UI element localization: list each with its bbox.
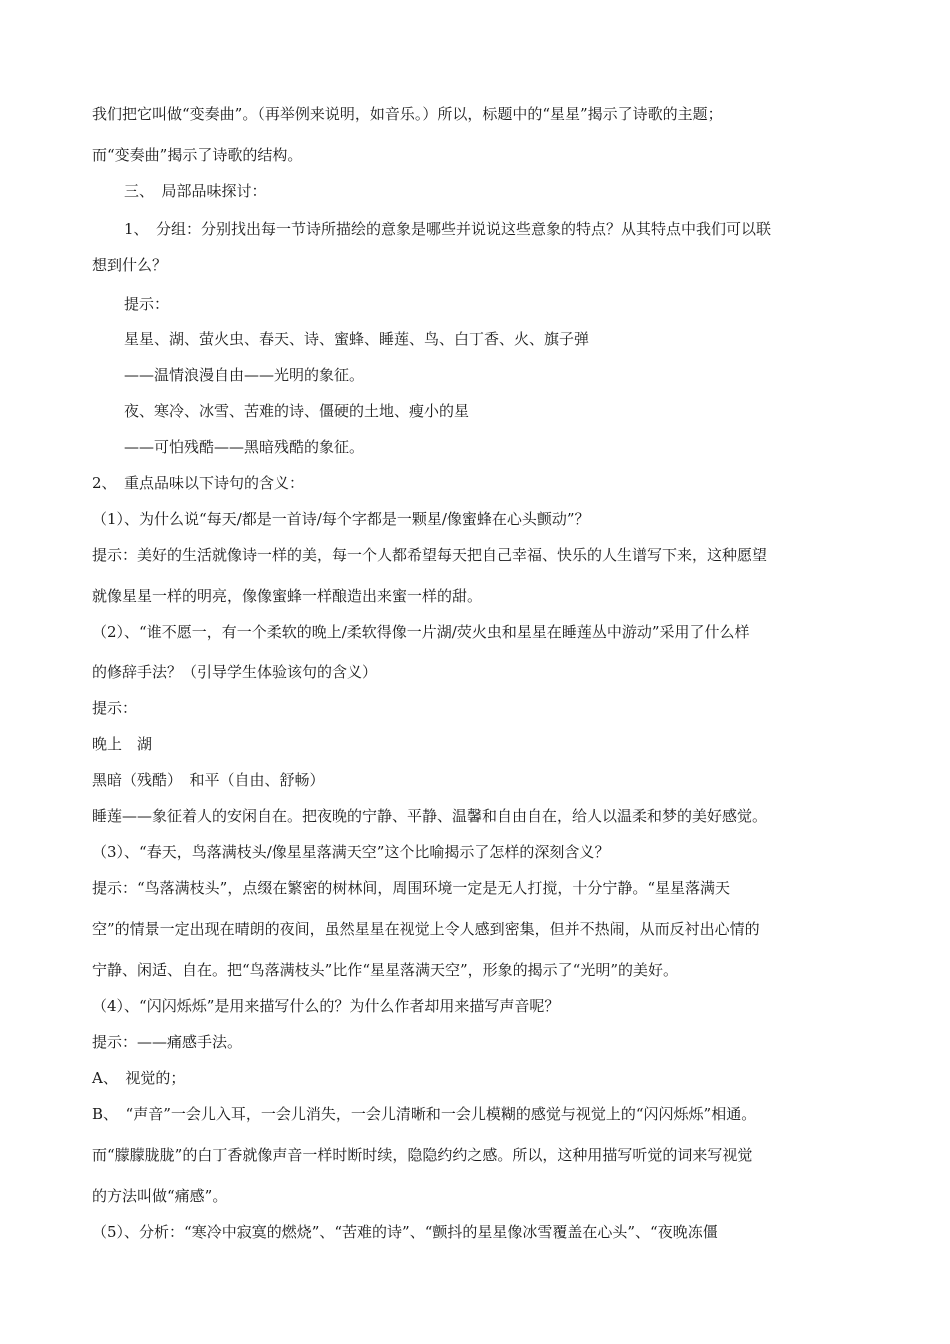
text-line-15: （2）、“谁不愿一，有一个柔软的晚上/柔软得像一片湖/荧火虫和星星在睡莲丛中游动”采用了什么样: [92, 623, 750, 641]
text-line-9: 夜、寒冷、冰雪、苦难的诗、僵硬的土地、瘦小的星: [124, 402, 470, 420]
text-line-25: （4）、“闪闪烁烁”是用来描写什么的？为什么作者却用来描写声音呢？: [92, 997, 560, 1015]
text-line-5: 想到什么？: [92, 256, 168, 274]
text-line-8: ——温情浪漫自由——光明的象征。: [124, 366, 365, 384]
text-line-2: 而“变奏曲”揭示了诗歌的结构。: [92, 146, 303, 164]
text-line-1: 我们把它叫做“变奏曲”。（再举例来说明，如音乐。）所以，标题中的“星星”揭示了诗歌的主题；: [92, 105, 723, 123]
text-line-16: 的修辞手法？（引导学生体验该句的含义）: [92, 663, 378, 681]
text-line-26: 提示：——痛感手法。: [92, 1033, 243, 1051]
text-line-12: （1）、为什么说“每天/都是一首诗/每个字都是一颗星/像蜜蜂在心头颤动”？: [92, 510, 590, 528]
text-line-10: ——可怕残酷——黑暗残酷的象征。: [124, 438, 365, 456]
section-heading-3: 三、 局部品味探讨：: [124, 182, 267, 200]
text-line-22: 提示：“鸟落满枝头”，点缀在繁密的树林间，周围环境一定是无人打搅，十分宁静。“星星落满天: [92, 879, 731, 897]
text-line-24: 宁静、闲适、自在。把“鸟落满枝头”比作“星星落满天空”，形象的揭示了“光明”的美好。: [92, 961, 679, 979]
text-line-4: 1、 分组：分别找出每一节诗所描绘的意象是哪些并说说这些意象的特点？从其特点中我们可以联: [124, 220, 772, 238]
text-line-11: 2、 重点品味以下诗句的含义：: [92, 474, 305, 492]
text-line-28: B、 “声音”一会儿入耳，一会儿消失，一会儿清晰和一会儿模糊的感觉与视觉上的“闪闪烁烁”相通。: [92, 1105, 757, 1123]
text-line-27: A、 视觉的；: [92, 1069, 186, 1087]
text-line-23: 空”的情景一定出现在晴朗的夜间，虽然星星在视觉上令人感到密集，但并不热闹，从而反衬出心情的: [92, 920, 760, 938]
text-line-19: 黑暗（残酷） 和平（自由、舒畅）: [92, 771, 325, 789]
text-line-17: 提示：: [92, 699, 138, 717]
text-line-31: （5）、分析：“寒冷中寂寞的燃烧”、“苦难的诗”、“颤抖的星星像冰雪覆盖在心头”、“夜晚冻僵: [92, 1223, 718, 1241]
text-line-29: 而“朦朦胧胧”的白丁香就像声音一样时断时续，隐隐约约之感。所以，这种用描写听觉的词来写视觉: [92, 1146, 753, 1164]
text-line-13: 提示：美好的生活就像诗一样的美，每一个人都希望每天把自己幸福、快乐的人生谱写下来，这种愿望: [92, 546, 768, 564]
text-line-20: 睡莲——象征着人的安闲自在。把夜晚的宁静、平静、温馨和自由自在，给人以温柔和梦的美好感觉。: [92, 807, 768, 825]
text-line-6: 提示：: [124, 295, 170, 313]
text-line-18: 晚上 湖: [92, 735, 153, 753]
text-line-21: （3）、“春天，鸟落满枝头/像星星落满天空”这个比喻揭示了怎样的深刻含义？: [92, 843, 610, 861]
text-line-30: 的方法叫做“痛感”。: [92, 1187, 228, 1205]
text-line-7: 星星、湖、萤火虫、春天、诗、蜜蜂、睡莲、鸟、白丁香、火、旗子弹: [124, 330, 590, 348]
text-line-14: 就像星星一样的明亮，像像蜜蜂一样酿造出来蜜一样的甜。: [92, 587, 483, 605]
